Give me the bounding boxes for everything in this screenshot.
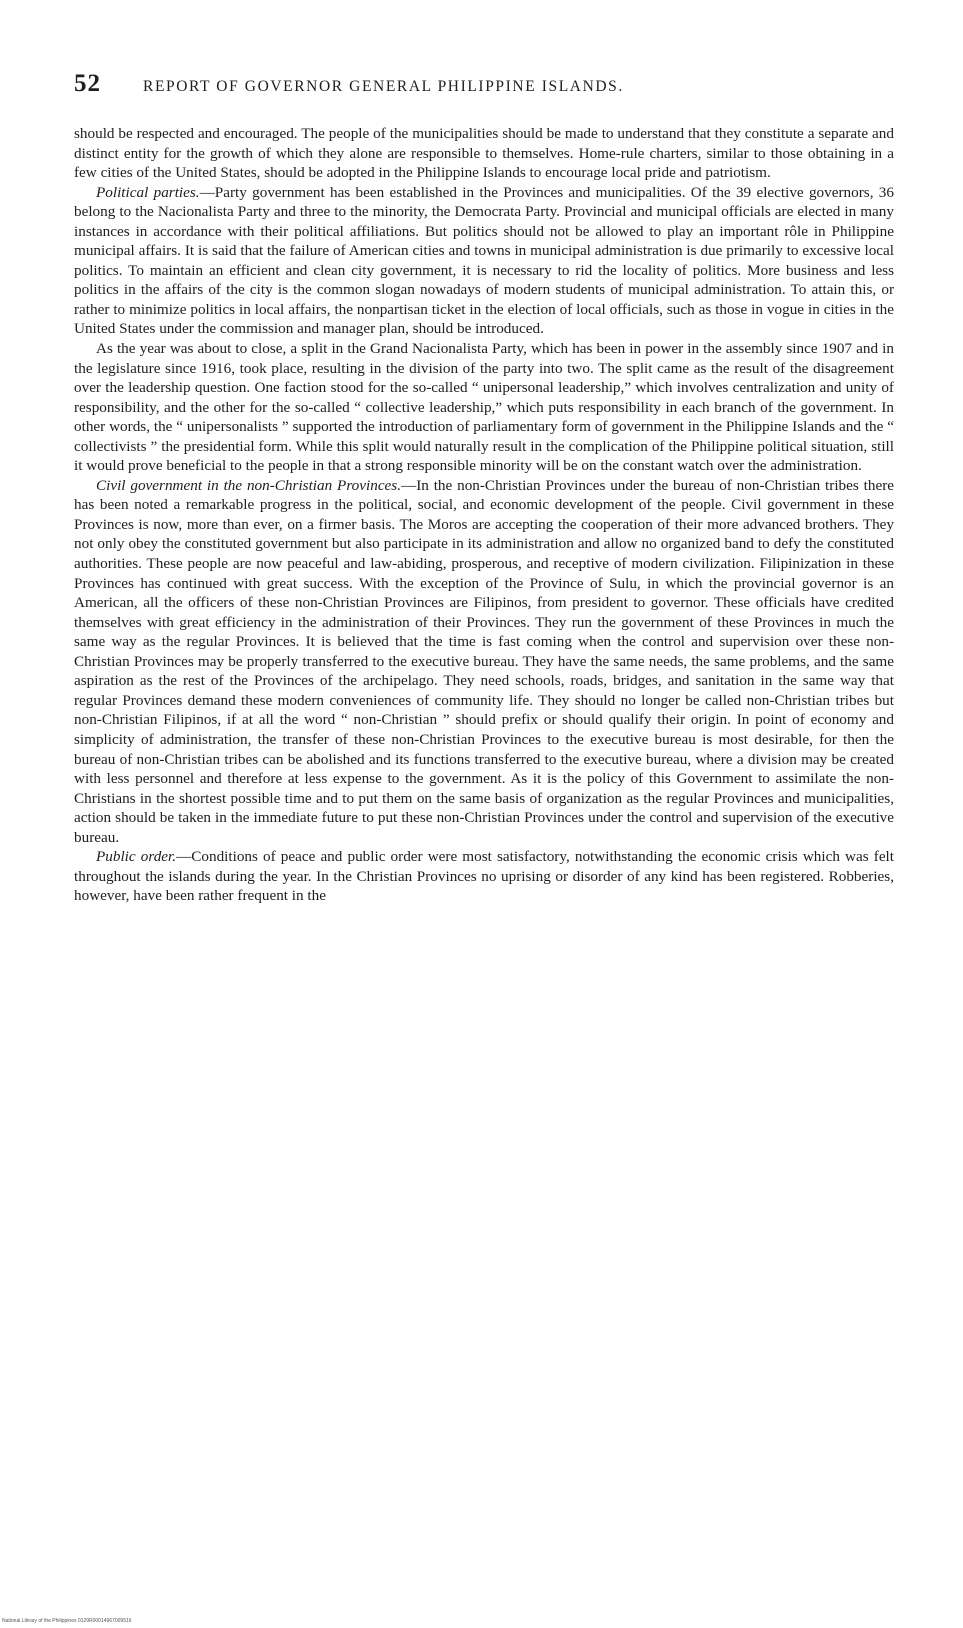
paragraph-continuation — [74, 124, 894, 183]
page-header — [74, 70, 894, 98]
paragraph-text: —In the non-Christian Provinces under the bureau of non-Christian tribes there has been noted a remarkable progress in the political, social, and economic development of the people. Civil government in these Provinces is now, more than ever, on a firmer basis. The Moros are accepting the cooperation of their more advanced brothers. They not only obey the constituted government but also participate in its administration and allow no organized band to defy the constituted authorities. These people are now peaceful and law-abiding, prosperous, and receptive of modern civilization. Filipinization in these Provinces has continued with great success. With the exception of the Province of Sulu, in which the provincial governor is an American, all the officers of these non-Christian Provinces are Filipinos, from president to governor. These officials have credited themselves with great efficiency in the administration of their Provinces. They run the government of these Provinces in much the same way as the regular Provinces. It is believed that the time is fast coming when the control and supervision over these non-Christian Provinces may be properly transferred to the executive bureau. They have the same needs, the same problems, and the same aspiration as the rest of the Provinces of the archipelago. They need schools, roads, bridges, and sanitation in the same way that regular Provinces demand these modern conveniences of community life. They should no longer be called non-Christian tribes but non-Christian Filipinos, if at all the word “ non-Christian ” should prefix or should qualify their origin. In point of economy and simplicity of administration, the transfer of these non-Christian Provinces to the executive bureau is most desirable, for then the bureau of non-Christian tribes can be abolished and its functions transferred to the executive bureau, where a division may be created with less personnel and therefore at less expense to the government. As it is the policy of this Government to assimilate the non-Christians in the shortest possible time and to put them on the same basis of organization as the regular Provinces and municipalities, action should be taken in the immediate future to put these non-Christian Provinces under the control and supervision of the executive bureau. — [74, 476, 894, 846]
paragraph-text: should be respected and encouraged. The people of the municipalities should be made to understand that they constitute a separate and distinct entity for the growth of which they alone are responsible to themselves. Home-rule charters, similar to those obtaining in a few cities of the United States, should be adopted in the Philippine Islands to encourage local pride and patriotism. — [74, 125, 894, 182]
paragraph-civil-government — [74, 476, 894, 847]
body-text — [74, 124, 894, 906]
library-footer: National Library of the Philippines 0129R00014967009516 — [2, 1618, 132, 1624]
paragraph-text: —Party government has been established in the Provinces and municipalities. Of the 39 elective governors, 36 belong to the Nacionalista Party and three to the minority, the Democrata Party. Provincial and municipal officials are elected in many instances in accordance with their political affiliations. But politics should not be allowed to play an important rôle in Philippine municipal affairs. It is said that the failure of American cities and towns in municipal administration is due primarily to excessive local politics. To maintain an efficient and clean city government, it is necessary to rid the locality of politics. More business and less politics in the affairs of the city is the common slogan nowadays of modern students of municipal administration. To attain this, or rather to minimize politics in local affairs, the nonpartisan ticket in the election of local officials, such as those in vogue in cities in the United States under the commission and manager plan, should be introduced. — [74, 183, 894, 338]
paragraph-heading: Political parties. — [96, 183, 200, 201]
paragraph-heading: Civil government in the non-Christian Provinces. — [96, 476, 402, 494]
paragraph-text: As the year was about to close, a split in the Grand Nacionalista Party, which has been in power in the assembly since 1907 and in the legislature since 1916, took place, resulting in the division of the party into two. The split came as the result of the disagreement over the leadership question. One faction stood for the so-called “ unipersonal leadership,” which involves centralization and unity of responsibility, and the other for the so-called “ collective leadership,” which puts responsibility in each branch of the government. In other words, the “ unipersonalists ” supported the introduction of parliamentary form of government in the Philippine Islands and the “ collectivists ” the presidential form. While this split would naturally result in the complication of the Philippine political situation, still it would prove beneficial to the people in that a strong responsible minority will be on the constant watch over the administration. — [74, 340, 894, 475]
paragraph-heading: Public order. — [96, 848, 177, 866]
paragraph-party-split — [74, 339, 894, 476]
page-number: 52 — [74, 70, 101, 97]
paragraph-public-order — [74, 847, 894, 906]
paragraph-text: —Conditions of peace and public order were most satisfactory, notwithstanding the economic crisis which was felt throughout the islands during the year. In the Christian Provinces no uprising or disorder of any kind has been registered. Robberies, however, have been rather frequent in the — [74, 848, 894, 905]
paragraph-political-parties — [74, 183, 894, 339]
running-title: REPORT OF GOVERNOR GENERAL PHILIPPINE ISLANDS. — [143, 78, 624, 95]
